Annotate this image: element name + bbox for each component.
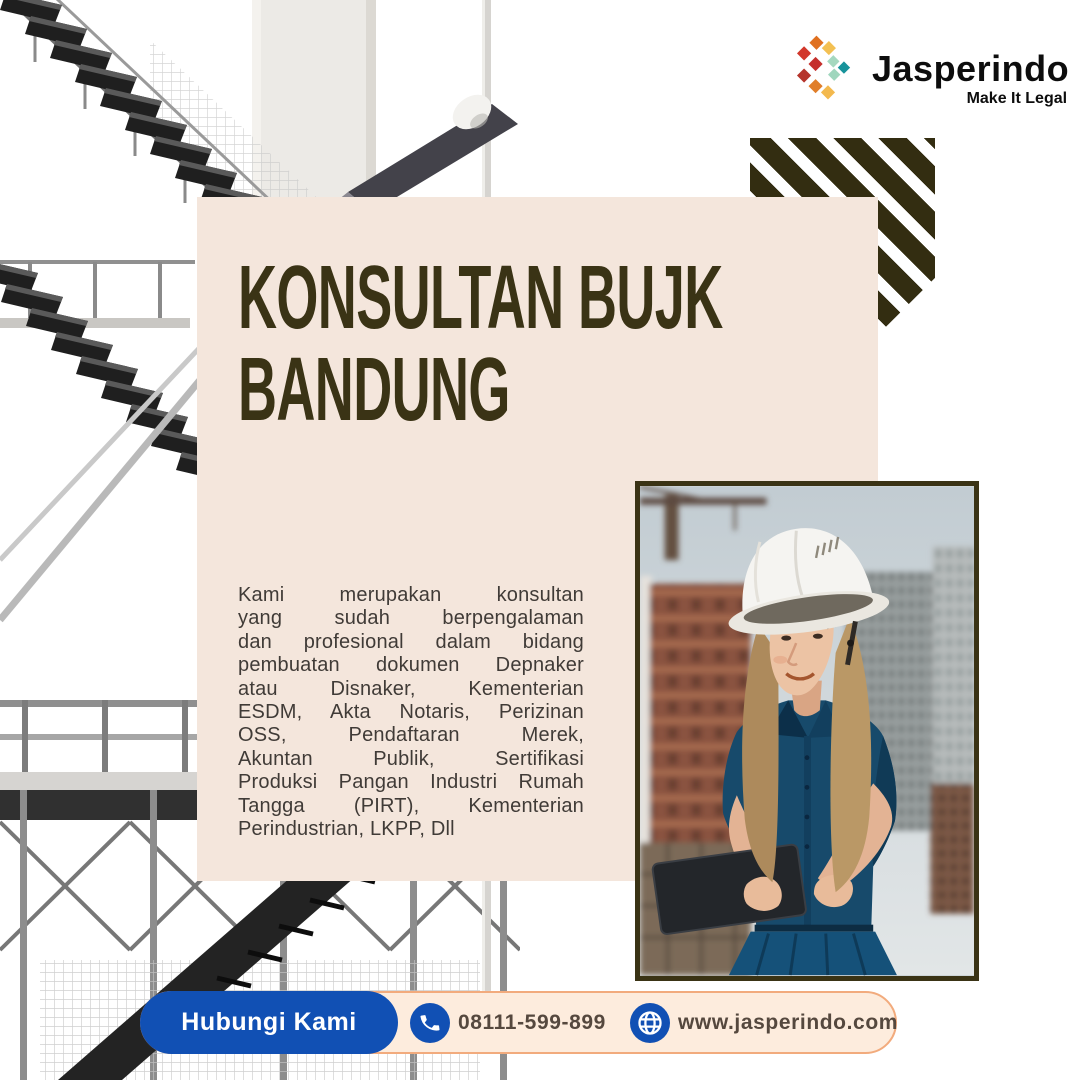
contact-button[interactable]: Hubungi Kami [140, 991, 398, 1054]
description-line: Perindustrian, LKPP, Dll [238, 818, 455, 841]
description-line: Produksi Pangan Industri Rumah [238, 771, 584, 794]
brand-logo [790, 33, 1069, 111]
description-line: pembuatan dokumen Depnaker [238, 654, 584, 677]
engineer-portrait-illustration [640, 486, 974, 976]
description-text [238, 584, 584, 841]
description-line: OSS, Pendaftaran Merek, [238, 724, 584, 747]
globe-icon [630, 1003, 670, 1043]
title-line-1: KONSULTAN BUJK [238, 248, 723, 348]
title-line-2: BANDUNG [238, 340, 510, 440]
description-line: Kami merupakan konsultan [238, 584, 584, 606]
website-url[interactable]: www.jasperindo.com [677, 1010, 899, 1034]
description-line: Tangga (PIRT), Kementerian [238, 794, 584, 817]
diamond-mosaic [797, 36, 850, 100]
engineer-portrait-photo [635, 481, 979, 981]
phone-icon [410, 1003, 450, 1043]
contact-bar [140, 991, 897, 1054]
brand-tagline: Make It Legal [966, 90, 1068, 107]
description-line: atau Disnaker, Kementerian [238, 677, 584, 700]
description-line: Akuntan Publik, Sertifikasi [238, 747, 584, 770]
page-title [238, 248, 723, 440]
brand-name: Jasperindo [872, 48, 1070, 89]
description-line: yang sudah berpengalaman [238, 607, 584, 630]
description-line: dan profesional dalam bidang [238, 630, 584, 653]
phone-number[interactable]: 08111-599-899 [458, 1010, 606, 1034]
brand-logo-text [872, 33, 1069, 108]
jasperindo-logo-icon [790, 33, 858, 111]
description-line: ESDM, Akta Notaris, Perizinan [238, 701, 584, 724]
